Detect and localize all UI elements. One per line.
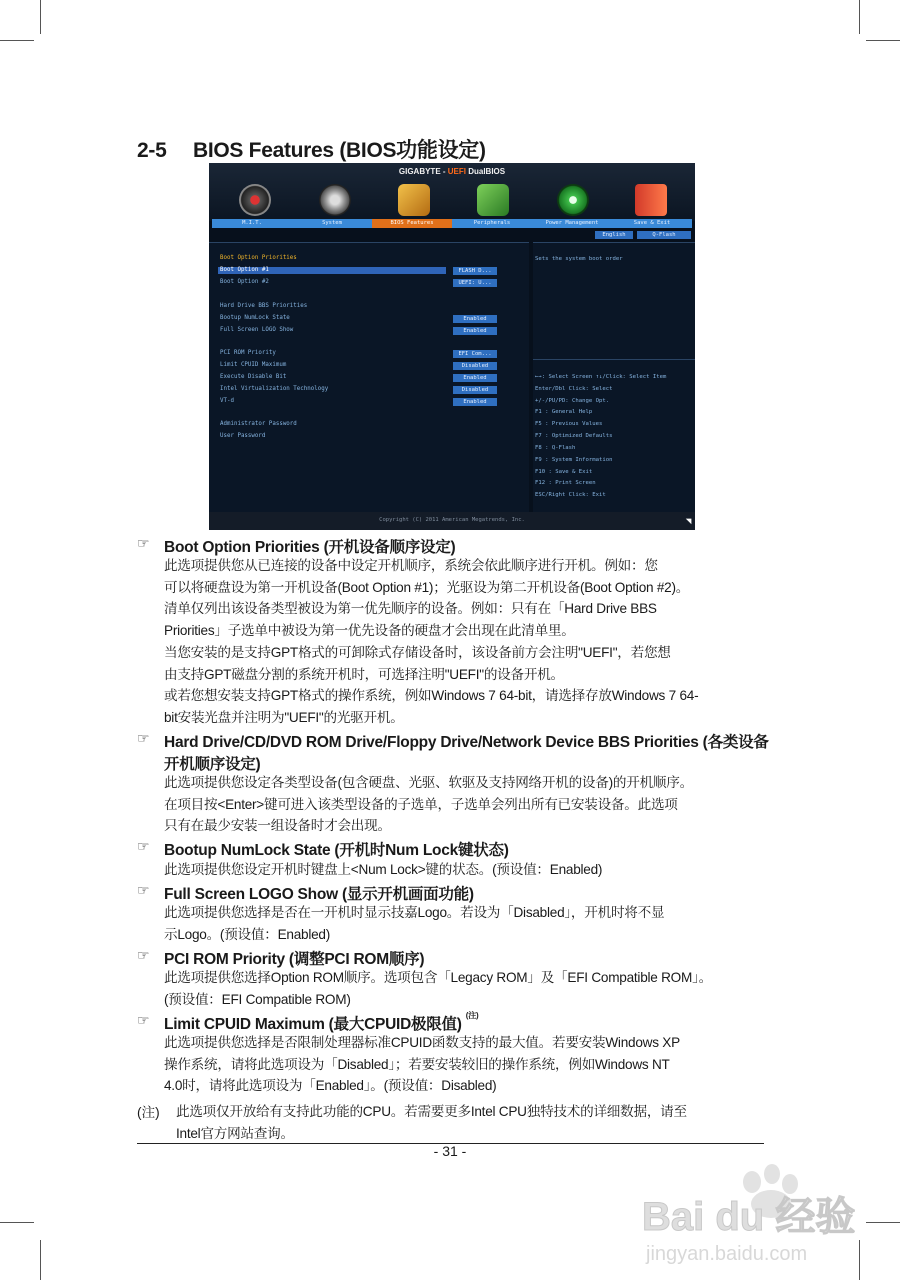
text-line: 示Logo。(预设值：Enabled) (164, 926, 330, 942)
text-line: 此选项提供您选择Option ROM顺序。选项包含「Legacy ROM」及「EFI Compatible ROM」。 (164, 970, 712, 985)
tab-power-management[interactable]: Power Management (545, 220, 599, 226)
bios-brand (209, 167, 695, 176)
exit-door-icon[interactable] (635, 184, 667, 216)
language-button[interactable]: English (595, 231, 633, 239)
help-key-line: F8 : Q-Flash (535, 445, 576, 451)
tab-bios-features[interactable]: BIOS Features (372, 219, 452, 228)
watermark-logo: Bai du 经验 (642, 1195, 856, 1239)
note-text (176, 1101, 766, 1144)
crop-mark (40, 0, 41, 34)
text-line: 只有在最少安装一组设备时才会出现。 (164, 818, 391, 834)
item-title: Full Screen LOGO Show (显示开机画面功能) (164, 886, 474, 903)
value-intel-vt[interactable]: Disabled (453, 386, 497, 394)
help-key-line: ←→: Select Screen ↑↓/Click: Select Item (535, 374, 667, 380)
value-boot-option-1[interactable]: FLASH D... (453, 267, 497, 275)
system-gear-icon[interactable] (319, 184, 351, 216)
text-line: 此选项提供您选择是否限制处理器标准CPUID函数支持的最大值。若要安装Windows XP (164, 1035, 680, 1050)
brand-uefi: UEFI (447, 167, 466, 176)
row-bootup-numlock[interactable]: Bootup NumLock State (220, 315, 290, 321)
help-divider (533, 359, 695, 360)
crop-mark (0, 40, 34, 41)
value-bootup-numlock[interactable]: Enabled (453, 315, 497, 323)
help-key-line: F10 : Save & Exit (535, 469, 593, 475)
row-hdd-bbs-priorities[interactable]: Hard Drive BBS Priorities (220, 303, 308, 309)
text-line: 当您安装的是支持GPT格式的可卸除式存储设备时，该设备前方会注明"UEFI"，若您想 (164, 644, 671, 660)
row-vt-d[interactable]: VT-d (220, 398, 234, 404)
text-line: 此选项提供您设定开机时键盘上<Num Lock>键的状态。(预设值：Enabled) (164, 862, 603, 877)
text-line: bit安装光盘并注明为"UEFI"的光驱开机。 (164, 709, 404, 725)
pointing-hand-icon: ☞ (137, 536, 150, 552)
row-user-password[interactable]: User Password (220, 433, 266, 439)
item-title: PCI ROM Priority (调整PCI ROM顺序) (164, 951, 425, 968)
bios-tabbar (212, 219, 692, 228)
text-line: Intel官方网站查询。 (176, 1125, 294, 1141)
value-vt-d[interactable]: Enabled (453, 398, 497, 406)
row-full-screen-logo[interactable]: Full Screen LOGO Show (220, 327, 294, 333)
text-line: 此选项提供您从已连接的设备中设定开机顺序，系统会依此顺序进行开机。例如：您 (164, 558, 658, 573)
pointing-hand-icon: ☞ (137, 948, 150, 964)
bios-chip-icon[interactable] (398, 184, 430, 216)
baidu-watermark (640, 1160, 860, 1270)
row-intel-vt[interactable]: Intel Virtualization Technology (220, 386, 329, 392)
tab-system[interactable]: System (322, 220, 342, 226)
item-title: Bootup NumLock State (开机时Num Lock键状态) (164, 842, 509, 859)
pointing-hand-icon: ☞ (137, 1013, 150, 1029)
row-limit-cpuid[interactable]: Limit CPUID Maximum (220, 362, 287, 368)
item-title (164, 1012, 478, 1034)
footnote-marker: (注) (465, 1011, 479, 1020)
note-marker: (注) (137, 1105, 160, 1120)
help-key-line: F5 : Previous Values (535, 421, 603, 427)
help-key-line: F9 : System Information (535, 457, 613, 463)
crop-mark (866, 1222, 900, 1223)
help-description: Sets the system boot order (535, 256, 623, 262)
item-title: Hard Drive/CD/DVD ROM Drive/Floppy Drive/Network Device BBS Priorities (各类设备 (164, 734, 769, 751)
item-description (164, 967, 764, 1010)
help-key-line: Enter/Dbl Click: Select (535, 386, 613, 392)
text-line: 操作系统，请将此选项设为「Disabled」；若要安装较旧的操作系统，例如Windows NT (164, 1056, 670, 1072)
value-execute-disable-bit[interactable]: Enabled (453, 374, 497, 382)
row-pci-rom-priority[interactable]: PCI ROM Priority (220, 350, 276, 356)
brand-prefix: GIGABYTE - (398, 167, 448, 176)
help-key-line: F12 : Print Screen (535, 480, 596, 486)
help-key-line: ESC/Right Click: Exit (535, 492, 606, 498)
crop-mark (0, 1222, 34, 1223)
value-limit-cpuid[interactable]: Disabled (453, 362, 497, 370)
row-execute-disable-bit[interactable]: Execute Disable Bit (220, 374, 287, 380)
text-line: 此选项提供您选择是否在一开机时显示技嘉Logo。若设为「Disabled」，开机时将不显 (164, 905, 665, 920)
text-line: 可以将硬盘设为第一开机设备(Boot Option #1)；光驱设为第二开机设备(Boot Option #2)。 (164, 579, 690, 595)
pointing-hand-icon: ☞ (137, 731, 150, 747)
tab-peripherals[interactable]: Peripherals (473, 220, 511, 226)
value-pci-rom-priority[interactable]: EFI Com... (453, 350, 497, 358)
value-boot-option-2[interactable]: UEFI: U... (453, 279, 497, 287)
text-line: 由支持GPT磁盘分割的系统开机时，可选择注明"UEFI"的设备开机。 (164, 666, 564, 682)
bios-copyright: Copyright (C) 2011 American Megatrends, Inc. (379, 517, 525, 523)
text-line: 此选项提供您设定各类型设备(包含硬盘、光驱、软驱及支持网络开机的设备)的开机顺序。 (164, 775, 693, 790)
peripherals-icon[interactable] (477, 184, 509, 216)
pointing-hand-icon: ☞ (137, 839, 150, 855)
item-title-text: Limit CPUID Maximum (最大CPUID极限值) (164, 1016, 462, 1033)
text-line: (预设值：EFI Compatible ROM) (164, 991, 351, 1007)
item-description (164, 902, 764, 945)
text-line: 4.0时，请将此选项设为「Enabled」。(预设值：Disabled) (164, 1078, 497, 1094)
item-title-continued: 开机顺序设定) (164, 756, 261, 773)
item-description (164, 772, 764, 837)
row-boot-option-1[interactable]: Boot Option #1 (218, 267, 446, 274)
help-key-line: F7 : Optimized Defaults (535, 433, 613, 439)
row-boot-option-2[interactable]: Boot Option #2 (220, 279, 269, 285)
row-admin-password[interactable]: Administrator Password (220, 421, 297, 427)
section-number: 2-5 (137, 139, 167, 162)
crop-mark (859, 0, 860, 34)
item-title: Boot Option Priorities (开机设备顺序设定) (164, 539, 456, 556)
brand-suffix: DualBIOS (466, 167, 506, 176)
text-line: 此选项仅开放给有支持此功能的CPU。若需要更多Intel CPU独特技术的详细数据，请至 (176, 1104, 687, 1119)
item-description (164, 1032, 764, 1097)
value-full-screen-logo[interactable]: Enabled (453, 327, 497, 335)
tab-mit[interactable]: M.I.T. (242, 220, 262, 226)
bios-screenshot (209, 163, 695, 530)
text-line: Priorities」子选单中被设为第一优先设备的硬盘才会出现在此清单里。 (164, 623, 575, 639)
mit-gauge-icon[interactable] (239, 184, 271, 216)
tab-save-exit[interactable]: Save & Exit (633, 220, 671, 226)
qflash-button[interactable]: Q-Flash (637, 231, 691, 239)
text-line: 清单仅列出该设备类型被设为第一优先顺序的设备。例如：只有在「Hard Drive BBS (164, 601, 657, 617)
page-number: - 31 - (433, 1143, 467, 1159)
row-boot-option-priorities: Boot Option Priorities (220, 255, 297, 261)
item-description (164, 555, 764, 729)
power-icon[interactable] (557, 184, 589, 216)
crop-mark (40, 1240, 41, 1280)
text-line: 或若您想安装支持GPT格式的操作系统，例如Windows 7 64-bit，请选择存放Windows 7 64- (164, 688, 699, 704)
section-heading: BIOS Features (BIOS功能设定) (193, 139, 486, 162)
text-line: 在项目按<Enter>键可进入该类型设备的子选单，子选单会列出所有已安装设备。此选项 (164, 796, 678, 812)
watermark-url: jingyan.baidu.com (646, 1243, 808, 1265)
crop-mark (866, 40, 900, 41)
section-title (137, 134, 486, 164)
help-key-line: F1 : General Help (535, 409, 593, 415)
pointing-hand-icon: ☞ (137, 883, 150, 899)
item-description (164, 859, 764, 881)
help-key-line: +/-/PU/PD: Change Opt. (535, 398, 610, 404)
